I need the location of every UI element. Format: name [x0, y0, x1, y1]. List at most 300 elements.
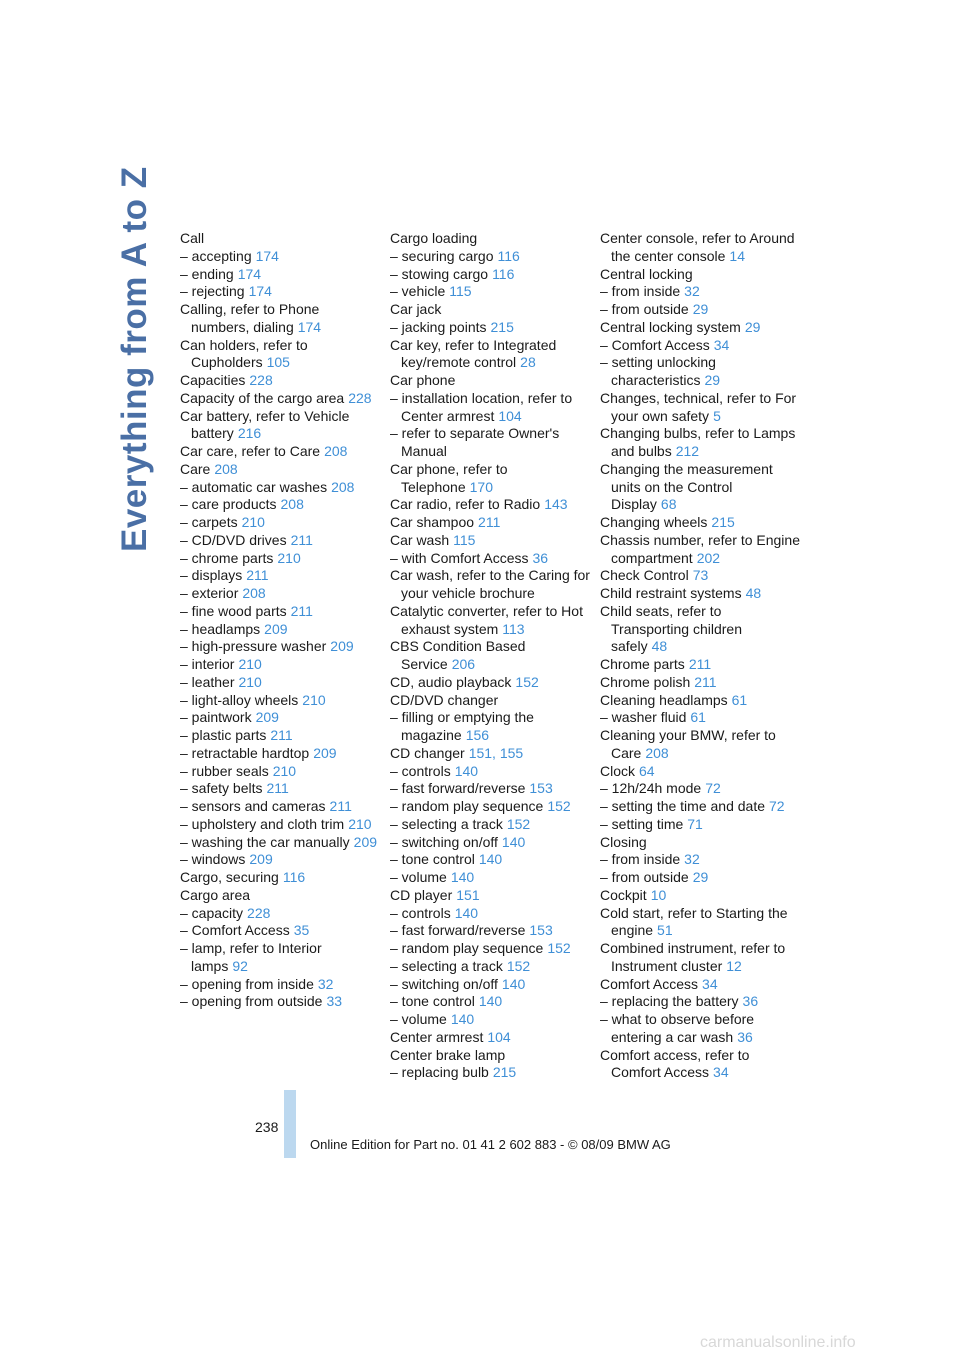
entry-page-link[interactable]: 92	[232, 957, 248, 974]
index-entry	[180, 567, 380, 585]
entry-page-link[interactable]: 105	[266, 354, 290, 371]
entry-page-link[interactable]: 29	[692, 301, 709, 317]
watermark: carmanualsonline.info	[700, 1334, 856, 1351]
entry-term: – lamp, refer to Interior lamps	[180, 940, 322, 974]
entry-page-link[interactable]: 36	[737, 1028, 753, 1045]
index-entry	[180, 834, 380, 852]
entry-page-link[interactable]: 61	[731, 691, 748, 708]
entry-term: – opening from outside	[180, 993, 323, 1010]
entry-term: Car phone, refer to Telephone	[390, 460, 508, 495]
entry-page-link[interactable]: 228	[348, 389, 372, 406]
index-entry	[390, 337, 590, 373]
index-entry	[180, 940, 380, 976]
entry-term: – leather	[180, 673, 235, 690]
entry-term: Can holders, refer to Cupholders	[180, 336, 308, 371]
index-entry	[390, 390, 590, 426]
index-entry	[390, 851, 590, 869]
entry-term: – plastic parts	[180, 727, 267, 743]
entry-term: Car radio, refer to Radio	[390, 496, 541, 513]
index-entry	[180, 479, 380, 497]
entry-page-link[interactable]: 71	[687, 815, 703, 832]
index-entry	[390, 1047, 590, 1065]
entry-page-link[interactable]: 61	[690, 709, 706, 726]
entry-term: Cleaning your BMW, refer to Care	[600, 727, 776, 761]
entry-term: – Comfort Access	[600, 336, 710, 353]
entry-page-link[interactable]: 202	[696, 549, 721, 566]
entry-term: Cargo loading	[390, 230, 478, 246]
entry-term: – vehicle	[390, 283, 446, 300]
index-column-2	[390, 230, 590, 1082]
entry-term: – fast forward/reverse	[390, 780, 526, 797]
entry-page-link[interactable]: 208	[280, 496, 304, 513]
entry-page-link[interactable]: 211	[329, 798, 352, 814]
entry-term: Care	[180, 460, 211, 477]
entry-term: Child seats, refer to Transporting children safely	[600, 602, 742, 655]
entry-page-link[interactable]: 206	[451, 656, 476, 672]
entry-term: Cargo, securing	[180, 869, 279, 885]
entry-term: Changing bulbs, refer to Lamps and bulbs	[600, 425, 796, 459]
index-entry	[600, 727, 800, 763]
index-entry	[600, 851, 800, 869]
index-entry	[390, 248, 590, 266]
entry-page-link[interactable]: 51	[657, 922, 673, 939]
index-entry	[390, 958, 590, 976]
entry-page-link[interactable]: 211	[246, 567, 269, 584]
entry-page-link[interactable]: 210	[277, 549, 301, 566]
index-entry	[390, 1064, 590, 1082]
index-entry	[180, 283, 380, 301]
index-entry	[180, 816, 380, 834]
index-entry	[390, 514, 590, 532]
entry-term: – from outside	[600, 301, 689, 317]
entry-page-link[interactable]: 14	[729, 247, 745, 264]
entry-page-link[interactable]: 209	[313, 744, 337, 761]
footer-copyright: Online Edition for Part no. 01 41 2 602 883 - © 08/09 BMW AG	[310, 1137, 671, 1152]
entry-term: Central locking	[600, 265, 693, 282]
index-entry	[390, 922, 590, 940]
index-entry	[180, 905, 380, 923]
page-number: 238	[255, 1119, 279, 1135]
index-entry	[180, 230, 380, 248]
entry-page-link[interactable]: 140	[450, 869, 475, 885]
entry-page-link[interactable]: 12	[726, 957, 742, 974]
index-entry	[600, 230, 800, 266]
index-entry	[390, 763, 590, 781]
entry-term: – CD/DVD drives	[180, 531, 287, 548]
entry-term: CD changer	[390, 744, 465, 761]
entry-term: – replacing bulb	[390, 1064, 489, 1081]
entry-term: – switching on/off	[390, 833, 498, 850]
entry-term: – setting the time and date	[600, 798, 765, 814]
entry-term: – controls	[390, 762, 451, 779]
entry-term: – interior	[180, 656, 235, 672]
entry-term: – paintwork	[180, 709, 252, 726]
index-entry	[390, 798, 590, 816]
entry-term: Central locking system	[600, 318, 741, 335]
entry-page-link[interactable]: 174	[297, 318, 322, 335]
entry-page-link[interactable]: 36	[532, 549, 549, 566]
index-entry	[180, 266, 380, 284]
index-entry	[180, 372, 380, 390]
entry-page-link[interactable]: 116	[492, 265, 515, 282]
entry-term: – switching on/off	[390, 975, 498, 992]
index-entry	[600, 976, 800, 994]
entry-page-link[interactable]: 208	[242, 585, 266, 601]
entry-term: – Comfort Access	[180, 922, 290, 939]
entry-term: – volume	[390, 869, 447, 885]
entry-page-link[interactable]: 73	[692, 567, 709, 584]
index-entry	[180, 408, 380, 444]
entry-page-link[interactable]: 210	[238, 656, 262, 672]
entry-page-link[interactable]: 210	[272, 762, 297, 779]
entry-page-link[interactable]: 208	[214, 460, 238, 477]
entry-page-link[interactable]: 33	[326, 993, 343, 1010]
entry-term: – setting unlocking characteristics	[600, 354, 716, 388]
index-entry	[600, 816, 800, 834]
entry-page-link[interactable]: 209	[255, 709, 279, 726]
entry-term: – capacity	[180, 904, 244, 921]
entry-page-link[interactable]: 210	[302, 691, 326, 708]
index-column-3	[600, 230, 800, 1082]
index-entry	[600, 709, 800, 727]
entry-term: – washer fluid	[600, 709, 687, 726]
entry-page-link[interactable]: 210	[348, 815, 372, 832]
entry-term: – fine wood parts	[180, 602, 287, 619]
entry-term: CD, audio playback	[390, 673, 512, 690]
entry-page-link[interactable]: 211	[290, 531, 313, 548]
index-column-1	[180, 230, 380, 1011]
index-entry	[600, 780, 800, 798]
entry-term: – high-pressure washer	[180, 638, 327, 655]
entry-term: – light-alloy wheels	[180, 691, 299, 708]
entry-page-link[interactable]: 208	[331, 478, 355, 495]
entry-term: – with Comfort Access	[390, 549, 529, 566]
entry-page-link[interactable]: 215	[490, 318, 514, 335]
index-entry	[390, 496, 590, 514]
entry-term: – filling or emptying the magazine	[390, 709, 534, 743]
index-entry	[600, 266, 800, 284]
entry-term: Clock	[600, 762, 636, 779]
index-entry	[390, 567, 590, 603]
entry-page-link[interactable]: 29	[744, 318, 761, 335]
index-entry	[600, 603, 800, 656]
entry-term: Calling, refer to Phone numbers, dialing	[180, 301, 320, 335]
index-entry	[600, 887, 800, 905]
entry-page-link[interactable]: 211	[694, 673, 717, 690]
entry-term: – ending	[180, 265, 234, 282]
entry-term: Changes, technical, refer to For your own safety	[600, 389, 797, 424]
entry-page-link[interactable]: 72	[769, 798, 785, 814]
entry-term: – fast forward/reverse	[390, 922, 526, 939]
entry-page-link[interactable]: 35	[293, 922, 310, 939]
entry-term: Cleaning headlamps	[600, 691, 728, 708]
entry-term: Call	[180, 230, 205, 246]
entry-term: – tone control	[390, 851, 475, 868]
index-entry	[600, 763, 800, 781]
index-entry	[600, 656, 800, 674]
index-entry	[390, 425, 590, 461]
entry-term: Car wash, refer to the Caring for your vehicle brochure	[390, 567, 590, 601]
entry-term: – accepting	[180, 247, 252, 264]
index-entry	[600, 674, 800, 692]
entry-page-link[interactable]: 151	[456, 886, 480, 903]
index-entry	[600, 834, 800, 852]
entry-page-link[interactable]: 174	[237, 265, 262, 282]
index-entry	[180, 780, 380, 798]
entry-page-link[interactable]: 208	[324, 443, 348, 459]
index-entry	[180, 532, 380, 550]
entry-term: – displays	[180, 567, 243, 584]
entry-term: Chassis number, refer to Engine compartment	[600, 531, 800, 566]
entry-page-link[interactable]: 215	[711, 514, 735, 530]
entry-page-link[interactable]: 32	[317, 975, 334, 992]
entry-term: – securing cargo	[390, 247, 494, 264]
entry-term: – stowing cargo	[390, 265, 489, 282]
entry-page-link[interactable]: 209	[330, 638, 354, 655]
entry-term: Car battery, refer to Vehicle battery	[180, 407, 350, 442]
index-entry	[600, 905, 800, 941]
index-entry	[180, 248, 380, 266]
index-entry	[390, 283, 590, 301]
entry-term: CD player	[390, 886, 453, 903]
entry-page-link[interactable]: 216	[237, 425, 262, 442]
entry-page-link[interactable]: 34	[713, 1064, 729, 1081]
index-entry	[390, 638, 590, 674]
entry-page-link[interactable]: 152	[506, 957, 531, 974]
entry-term: – refer to separate Owner's Manual	[390, 425, 560, 459]
entry-term: – setting time	[600, 815, 684, 832]
index-entry	[390, 905, 590, 923]
entry-page-link[interactable]: 104	[498, 407, 522, 424]
index-entry	[180, 301, 380, 337]
index-entry	[180, 603, 380, 621]
entry-page-link[interactable]: 140	[454, 762, 479, 779]
entry-term: Car phone	[390, 372, 456, 388]
entry-page-link[interactable]: 153	[529, 922, 553, 939]
entry-page-link[interactable]: 104	[487, 1028, 511, 1045]
index-entry	[600, 514, 800, 532]
entry-term: Capacities	[180, 372, 246, 388]
index-entry	[390, 1011, 590, 1029]
index-entry	[180, 798, 380, 816]
index-entry	[180, 461, 380, 479]
entry-page-link[interactable]: 115	[453, 531, 476, 548]
entry-term: Cargo area	[180, 886, 251, 903]
entry-term: – selecting a track	[390, 957, 503, 974]
entry-term: – rejecting	[180, 283, 245, 300]
index-entry	[390, 993, 590, 1011]
entry-page-link[interactable]: 10	[650, 886, 667, 903]
entry-term: Cold start, refer to Starting the engine	[600, 904, 788, 939]
entry-page-link[interactable]: 208	[645, 744, 669, 761]
index-entry	[600, 425, 800, 461]
entry-term: – 12h/24h mode	[600, 780, 702, 797]
entry-term: Chrome parts	[600, 656, 685, 672]
entry-term: Center armrest	[390, 1028, 484, 1045]
index-entry	[600, 354, 800, 390]
entry-page-link[interactable]: 140	[478, 851, 503, 868]
index-entry	[600, 319, 800, 337]
entry-page-link[interactable]: 174	[255, 247, 279, 264]
index-entry	[180, 993, 380, 1011]
footer-accent-bar	[284, 1090, 296, 1158]
entry-page-link[interactable]: 211	[478, 514, 501, 530]
entry-page-link[interactable]: 209	[264, 620, 288, 637]
index-entry	[390, 940, 590, 958]
entry-term: – carpets	[180, 514, 238, 530]
index-entry	[600, 798, 800, 816]
entry-page-link[interactable]: 211	[688, 656, 712, 672]
entry-term: Comfort access, refer to Comfort Access	[600, 1046, 750, 1081]
entry-page-link[interactable]: 115	[449, 283, 472, 300]
index-entry	[600, 337, 800, 355]
entry-page-link[interactable]: 72	[705, 780, 721, 797]
index-entry	[600, 461, 800, 514]
entry-page-link[interactable]: 36	[742, 993, 759, 1010]
entry-term: Center console, refer to Around the center console	[600, 230, 795, 264]
entry-page-link[interactable]: 170	[469, 478, 493, 495]
entry-page-link[interactable]: 64	[639, 762, 655, 779]
index-entry	[600, 993, 800, 1011]
index-entry	[180, 656, 380, 674]
entry-page-link[interactable]: 211	[290, 602, 313, 619]
entry-page-link[interactable]: 5	[713, 407, 721, 424]
index-entry	[600, 1011, 800, 1047]
entry-page-link[interactable]: 152	[515, 673, 539, 690]
entry-page-link[interactable]: 152	[547, 798, 571, 814]
section-title: Everything from A to Z	[115, 166, 154, 552]
entry-term: – random play sequence	[390, 798, 544, 814]
entry-page-link[interactable]: 210	[238, 673, 262, 690]
entry-page-link[interactable]: 29	[692, 869, 709, 885]
entry-page-link[interactable]: 140	[454, 904, 479, 921]
entry-page-link[interactable]: 116	[282, 869, 306, 885]
entry-page-link[interactable]: 113	[502, 620, 525, 637]
index-entry	[600, 390, 800, 426]
entry-page-link[interactable]: 228	[249, 372, 273, 388]
entry-term: – windows	[180, 851, 246, 868]
index-entry	[180, 621, 380, 639]
entry-page-link[interactable]: 215	[492, 1064, 517, 1081]
index-entry	[390, 709, 590, 745]
index-entry	[600, 301, 800, 319]
entry-term: Changing wheels	[600, 514, 708, 530]
index-entry	[180, 674, 380, 692]
entry-page-link[interactable]: 209	[353, 833, 378, 850]
entry-page-link[interactable]: 140	[478, 993, 503, 1010]
entry-page-link[interactable]: 153	[529, 780, 553, 797]
index-entry	[390, 816, 590, 834]
index-entry	[390, 461, 590, 497]
entry-page-link[interactable]: 210	[241, 514, 265, 530]
entry-term: Combined instrument, refer to Instrument cluster	[600, 940, 786, 974]
entry-term: – tone control	[390, 993, 475, 1010]
entry-page-link[interactable]: 174	[248, 283, 272, 300]
entry-term: – retractable hardtop	[180, 744, 310, 761]
index-entry	[600, 1047, 800, 1083]
entry-page-link[interactable]: 32	[684, 851, 700, 868]
entry-term: – upholstery and cloth trim	[180, 815, 345, 832]
entry-page-link[interactable]: 228	[247, 904, 271, 921]
entry-page-link[interactable]: 48	[651, 638, 668, 655]
entry-term: – replacing the battery	[600, 993, 739, 1010]
index-entry	[180, 337, 380, 373]
index-entry	[180, 887, 380, 905]
entry-page-link[interactable]: 140	[450, 1011, 475, 1027]
entry-page-link[interactable]: 32	[684, 283, 700, 300]
entry-page-link[interactable]: 34	[713, 336, 730, 353]
index-entry	[180, 585, 380, 603]
index-entry	[390, 834, 590, 852]
entry-term: – sensors and cameras	[180, 798, 326, 814]
index-entry	[390, 692, 590, 710]
index-entry	[390, 550, 590, 568]
entry-term: – chrome parts	[180, 549, 274, 566]
entry-page-link[interactable]: 151, 155	[468, 744, 524, 761]
index-entry	[390, 319, 590, 337]
index-entry	[600, 692, 800, 710]
index-entry	[180, 869, 380, 887]
entry-term: – controls	[390, 904, 451, 921]
entry-term: – washing the car manually	[180, 833, 350, 850]
entry-term: Chrome polish	[600, 673, 691, 690]
entry-term: Cockpit	[600, 886, 647, 903]
index-entry	[180, 514, 380, 532]
entry-page-link[interactable]: 212	[675, 443, 700, 459]
index-entry	[180, 745, 380, 763]
index-entry	[180, 976, 380, 994]
index-entry	[180, 390, 380, 408]
entry-page-link[interactable]: 156	[465, 727, 490, 743]
entry-page-link[interactable]: 68	[660, 496, 677, 513]
entry-page-link[interactable]: 116	[497, 247, 520, 264]
entry-page-link[interactable]: 152	[547, 940, 571, 956]
index-entry	[600, 940, 800, 976]
index-entry	[600, 283, 800, 301]
entry-term: – safety belts	[180, 780, 263, 797]
index-entry	[180, 692, 380, 710]
entry-page-link[interactable]: 48	[745, 585, 762, 601]
index-entry	[600, 585, 800, 603]
entry-term: Capacity of the cargo area	[180, 389, 345, 406]
entry-term: – rubber seals	[180, 762, 269, 779]
entry-term: – care products	[180, 496, 277, 513]
index-entry	[390, 780, 590, 798]
entry-page-link[interactable]: 211	[266, 780, 289, 797]
entry-term: – what to observe before entering a car wash	[600, 1011, 755, 1045]
entry-page-link[interactable]: 211	[270, 727, 293, 743]
index-entry	[390, 745, 590, 763]
entry-term: Center brake lamp	[390, 1046, 506, 1063]
entry-page-link[interactable]: 143	[544, 496, 568, 513]
entry-page-link[interactable]: 28	[520, 354, 536, 371]
entry-term: – from outside	[600, 869, 689, 885]
entry-page-link[interactable]: 140	[501, 833, 526, 850]
index-entry	[390, 230, 590, 248]
entry-term: Car care, refer to Care	[180, 443, 321, 459]
entry-term: Car key, refer to Integrated key/remote control	[390, 336, 557, 371]
entry-page-link[interactable]: 29	[704, 372, 721, 388]
entry-term: Child restraint systems	[600, 585, 742, 601]
entry-page-link[interactable]: 34	[702, 975, 718, 992]
entry-page-link[interactable]: 152	[506, 815, 531, 832]
index-entry	[600, 567, 800, 585]
entry-term: – exterior	[180, 585, 239, 601]
entry-page-link[interactable]: 140	[501, 975, 526, 992]
entry-page-link[interactable]: 209	[249, 851, 273, 868]
index-entry	[390, 1029, 590, 1047]
index-entry	[180, 763, 380, 781]
